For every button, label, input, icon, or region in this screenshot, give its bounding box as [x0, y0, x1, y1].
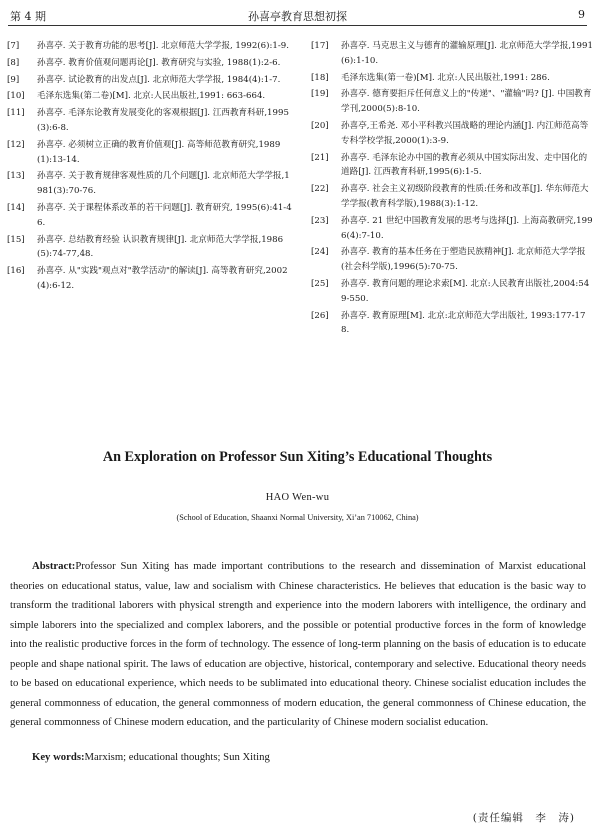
reference-number: [12]: [7, 139, 25, 150]
page-number: 9: [578, 8, 585, 21]
abstract-label: Abstract:: [32, 560, 76, 572]
reference-text: 孙喜亭. 德育要拒斥任何意义上的"传递"、"灌输"吗? [J]. 中国教育学刊,2000(5):8-10.: [341, 89, 592, 115]
reference-text: 孙喜亭. 必须树立正确的教育价值观[J]. 高等师范教育研究,1989(1):13-14.: [37, 139, 281, 165]
reference-item: [311, 87, 593, 117]
references-left-column: [7, 39, 294, 296]
reference-number: [21]: [311, 152, 329, 163]
reference-number: [26]: [311, 310, 329, 321]
reference-item: [311, 71, 593, 86]
reference-item: [311, 182, 593, 212]
reference-item: [311, 119, 593, 149]
reference-text: 孙喜亭. 毛泽东论办中国的教育必须从中国实际出发、走中国化的道路[J]. 江西教育科研,1995(6):1-5.: [341, 152, 588, 178]
reference-text: 孙喜亭. 试论教育的出发点[J]. 北京师范大学学报, 1984(4):1-7.: [37, 74, 281, 85]
reference-number: [11]: [7, 108, 25, 119]
reference-text: 孙喜亭. 教育原理[M]. 北京:北京师范大学出版社, 1993:177-178.: [341, 310, 586, 336]
abstract: [10, 557, 586, 733]
reference-text: 孙喜亭. 教育问题的理论求索[M]. 北京:人民教育出版社,2004:549-550.: [341, 278, 590, 304]
reference-item: [7, 138, 294, 168]
reference-number: [14]: [7, 202, 25, 213]
reference-text: 孙喜亭. 关于教育规律客观性质的几个问题[J]. 北京师范大学学报,1981(3):70-76.: [37, 171, 290, 197]
reference-text: 孙喜亭. 21 世纪中国教育发展的思考与选择[J]. 上海高教研究,1996(4):7-10.: [341, 215, 593, 241]
reference-number: [9]: [7, 74, 20, 85]
reference-item: [311, 245, 593, 275]
reference-item: [7, 169, 294, 199]
issue-label: 第 4 期: [10, 10, 46, 23]
reference-text: 毛泽东选集(第二卷)[M]. 北京:人民出版社,1991: 663-664.: [37, 91, 266, 102]
reference-number: [22]: [311, 184, 329, 195]
keywords-text: Marxism; educational thoughts; Sun Xiting: [84, 751, 270, 763]
reference-item: [311, 39, 593, 69]
reference-text: 孙喜亭. 毛泽东论教育发展变化的客观根据[J]. 江西教育科研,1995(3):6-8.: [37, 108, 289, 133]
reference-text: 孙喜亭. 关于课程体系改革的若干问题[J]. 教育研究, 1995(6):41-46.: [37, 202, 292, 228]
reference-item: [311, 277, 593, 307]
references-right-column: [311, 39, 593, 340]
reference-number: [15]: [7, 234, 25, 245]
reference-item: [7, 233, 294, 263]
reference-text: 孙喜亭. 教育价值观问题再论[J]. 教育研究与实验, 1988(1):2-6.: [37, 57, 281, 68]
reference-item: [311, 151, 593, 181]
reference-item: [7, 201, 294, 231]
reference-item: [7, 39, 294, 54]
reference-text: 孙喜亭. 关于教育功能的思考[J]. 北京师范大学学报, 1992(6):1-9.: [37, 41, 289, 51]
reference-item: [7, 106, 294, 136]
keywords: [32, 751, 270, 763]
reference-text: 孙喜亭,王希尧. 邓小平科教兴国战略的理论内涵[J]. 内江师范高等专科学校学报,2000(1):3-9.: [341, 120, 589, 146]
reference-number: [20]: [311, 120, 329, 131]
reference-number: [16]: [7, 266, 25, 277]
keywords-label: Key words:: [32, 751, 85, 763]
reference-number: [18]: [311, 72, 329, 83]
reference-item: [7, 89, 294, 104]
reference-item: [7, 264, 294, 294]
abstract-text: Professor Sun Xiting has made important contributions to the research and dissemination of Marxist educational theories on educational status, value, law and socialism with Chinese characteristics. He believes that education is the basic way to transform the traditional laborers with physical strength and experience into the modern laborers with intelligence, the ordinary and simple laborers into the specialized and complex laborers, and the possible or potential productive forces in the form of knowledge into the realistic productive forces in the form of technology. The essence of long-term planning on the basis of education is to educate people and shape national spirit. The laws of education are objective, historical, contemporary and selective. Educational theory needs to be based on educational experience, which needs to be sublimated into educational theory. Chinese socialist education includes the general commonness of education, the general commonness of modern education, the general commonness of Chinese education, the general commonness of Chinese modern education, and the particularity of Chinese modern socialist education.: [10, 560, 586, 728]
reference-number: [10]: [7, 91, 25, 102]
reference-item: [7, 56, 294, 71]
reference-number: [13]: [7, 171, 25, 182]
reference-number: [7]: [7, 41, 20, 51]
reference-text: 孙喜亭. 马克思主义与德育的灌输原理[J]. 北京师范大学学报,1991(6):1-10.: [341, 41, 593, 66]
reference-number: [17]: [311, 41, 329, 51]
reference-number: [24]: [311, 247, 329, 258]
reference-number: [25]: [311, 278, 329, 289]
reference-item: [7, 73, 294, 88]
article-author: HAO Wen-wu: [265, 492, 330, 503]
reference-text: 孙喜亭. 教育的基本任务在于塑造民族精神[J]. 北京师范大学学报(社会科学版),1996(5):70-75.: [341, 247, 586, 273]
editor-note: (责任编辑 李 涛): [472, 812, 575, 824]
article-title: An Exploration on Professor Sun Xiting’s Educational Thoughts: [102, 449, 493, 465]
reference-text: 毛泽东选集(第一卷)[M]. 北京:人民出版社,1991: 286.: [341, 72, 550, 83]
reference-text: 孙喜亭. 从"实践"观点对"教学活动"的解读[J]. 高等教育研究,2002(4):6-12.: [37, 266, 288, 291]
running-header: [10, 4, 585, 24]
reference-number: [19]: [311, 89, 329, 100]
reference-text: 孙喜亭. 总结教育经验 认识教育规律[J]. 北京师范大学学报,1986(5):74-77,48.: [37, 234, 284, 260]
running-title: 孙喜亭教育思想初探: [248, 10, 347, 23]
reference-number: [23]: [311, 215, 329, 226]
author-affiliation: (School of Education, Shaanxi Normal University, Xi’an 710062, China): [176, 513, 419, 522]
header-rule: [8, 25, 587, 26]
reference-text: 孙喜亭. 社会主义初级阶段教育的性质:任务和改革[J]. 华东师范大学学报(教育科学版),1988(3):1-12.: [341, 184, 589, 209]
reference-number: [8]: [7, 57, 20, 68]
reference-item: [311, 214, 593, 244]
reference-item: [311, 309, 593, 339]
